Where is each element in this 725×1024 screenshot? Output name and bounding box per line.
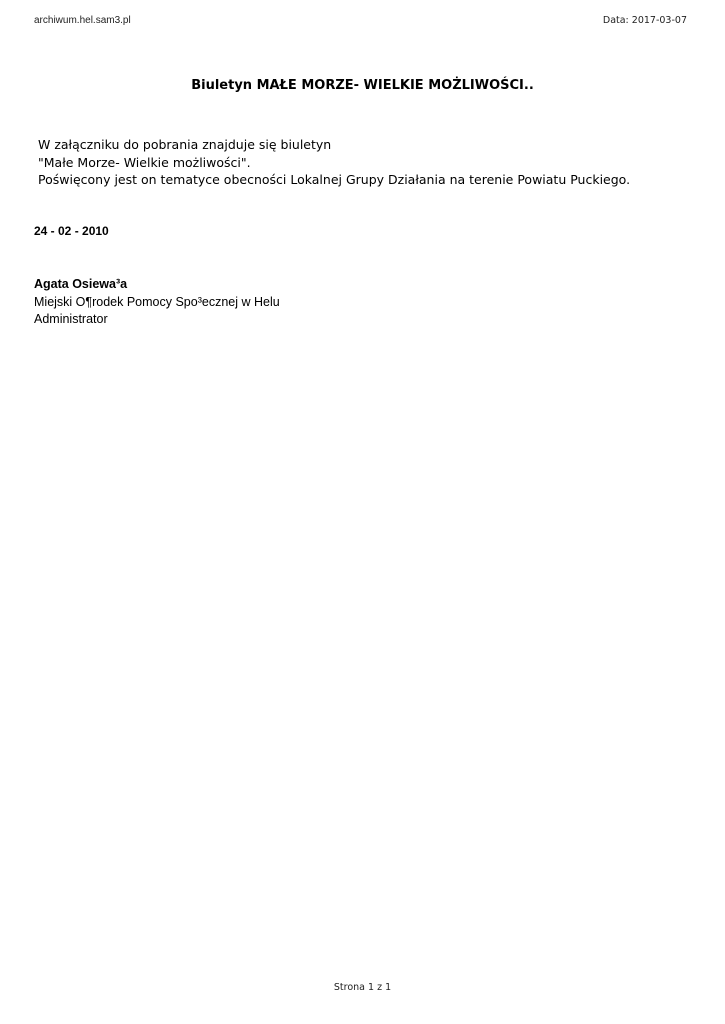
- site-url: archiwum.hel.sam3.pl: [34, 15, 131, 26]
- body-line: "Małe Morze- Wielkie możliwości".: [38, 154, 251, 170]
- article-title: Biuletyn MAŁE MORZE- WIELKIE MOŻLIWOŚCI..: [191, 78, 534, 93]
- page-number: Strona 1 z 1: [333, 982, 392, 993]
- author-block: [34, 276, 280, 329]
- print-date: Data: 2017-03-07: [602, 15, 687, 26]
- author-organization: Miejski O¶rodek Pomocy Spo³ecznej w Helu: [34, 294, 280, 309]
- article-date: 24 - 02 - 2010: [34, 224, 109, 238]
- article-body: [38, 136, 708, 189]
- body-line: Poświęcony jest on tematyce obecności Lokalnej Grupy Działania na terenie Powiatu Puckiego.: [38, 172, 631, 187]
- body-line: W załączniku do pobrania znajduje się biuletyn: [38, 137, 332, 152]
- author-name: Agata Osiewa³a: [34, 277, 128, 291]
- author-role: Administrator: [34, 312, 108, 326]
